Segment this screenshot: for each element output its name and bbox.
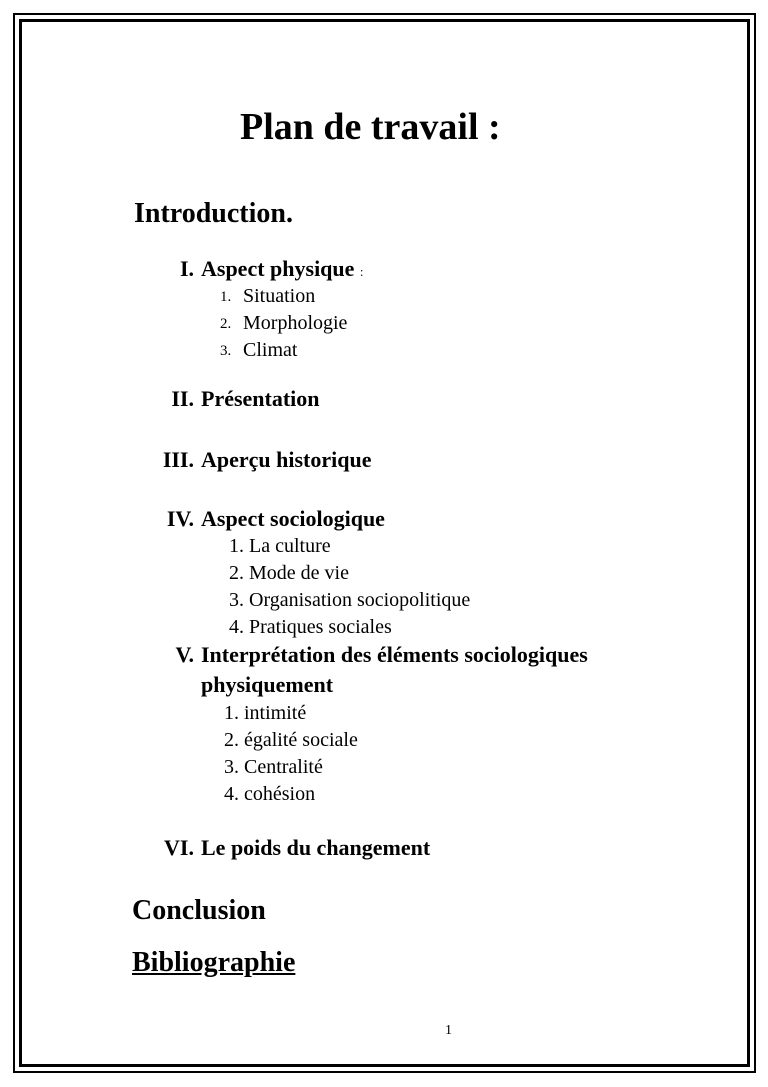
section-1-item-1: Situation bbox=[243, 285, 316, 307]
section-6-title: Le poids du changement bbox=[201, 835, 431, 860]
section-1-item-3: Climat bbox=[243, 339, 298, 361]
section-1-item-1-number: 1. bbox=[220, 289, 232, 305]
page-border-inner bbox=[19, 19, 750, 1067]
section-5-item-1: 1. intimité bbox=[224, 702, 307, 724]
page-title: Plan de travail : bbox=[240, 106, 501, 148]
section-5-title: Interprétation des éléments sociologiques bbox=[201, 642, 588, 667]
section-4-number: IV. bbox=[166, 506, 194, 531]
section-1-number: I. bbox=[179, 256, 194, 281]
section-1-item-3-number: 3. bbox=[220, 343, 232, 359]
page-number: 1 bbox=[445, 1023, 452, 1038]
section-4-item-1: 1. La culture bbox=[229, 535, 331, 557]
section-6-number: VI. bbox=[164, 835, 194, 860]
section-2-title: Présentation bbox=[201, 386, 320, 411]
section-5-item-2: 2. égalité sociale bbox=[224, 729, 358, 751]
section-1-item-2-number: 2. bbox=[220, 316, 232, 332]
section-5-item-4: 4. cohésion bbox=[224, 783, 316, 805]
section-3-title: Aperçu historique bbox=[201, 447, 372, 472]
section-2-number: II. bbox=[171, 386, 194, 411]
section-5-title-line-2: physiquement bbox=[201, 672, 334, 697]
introduction-heading: Introduction. bbox=[134, 198, 293, 229]
section-5-number: V. bbox=[175, 642, 194, 667]
section-4-item-4: 4. Pratiques sociales bbox=[229, 616, 392, 638]
bibliographie-heading: Bibliographie bbox=[132, 947, 296, 978]
section-4-item-2: 2. Mode de vie bbox=[229, 562, 349, 584]
section-5-item-3: 3. Centralité bbox=[224, 756, 323, 778]
section-4-item-3: 3. Organisation sociopolitique bbox=[229, 589, 471, 611]
section-1-title: Aspect physique : bbox=[201, 256, 364, 281]
section-1-item-2: Morphologie bbox=[243, 312, 348, 334]
section-3-number: III. bbox=[162, 447, 194, 472]
conclusion-heading: Conclusion bbox=[132, 895, 266, 926]
section-4-title: Aspect sociologique bbox=[201, 506, 385, 531]
